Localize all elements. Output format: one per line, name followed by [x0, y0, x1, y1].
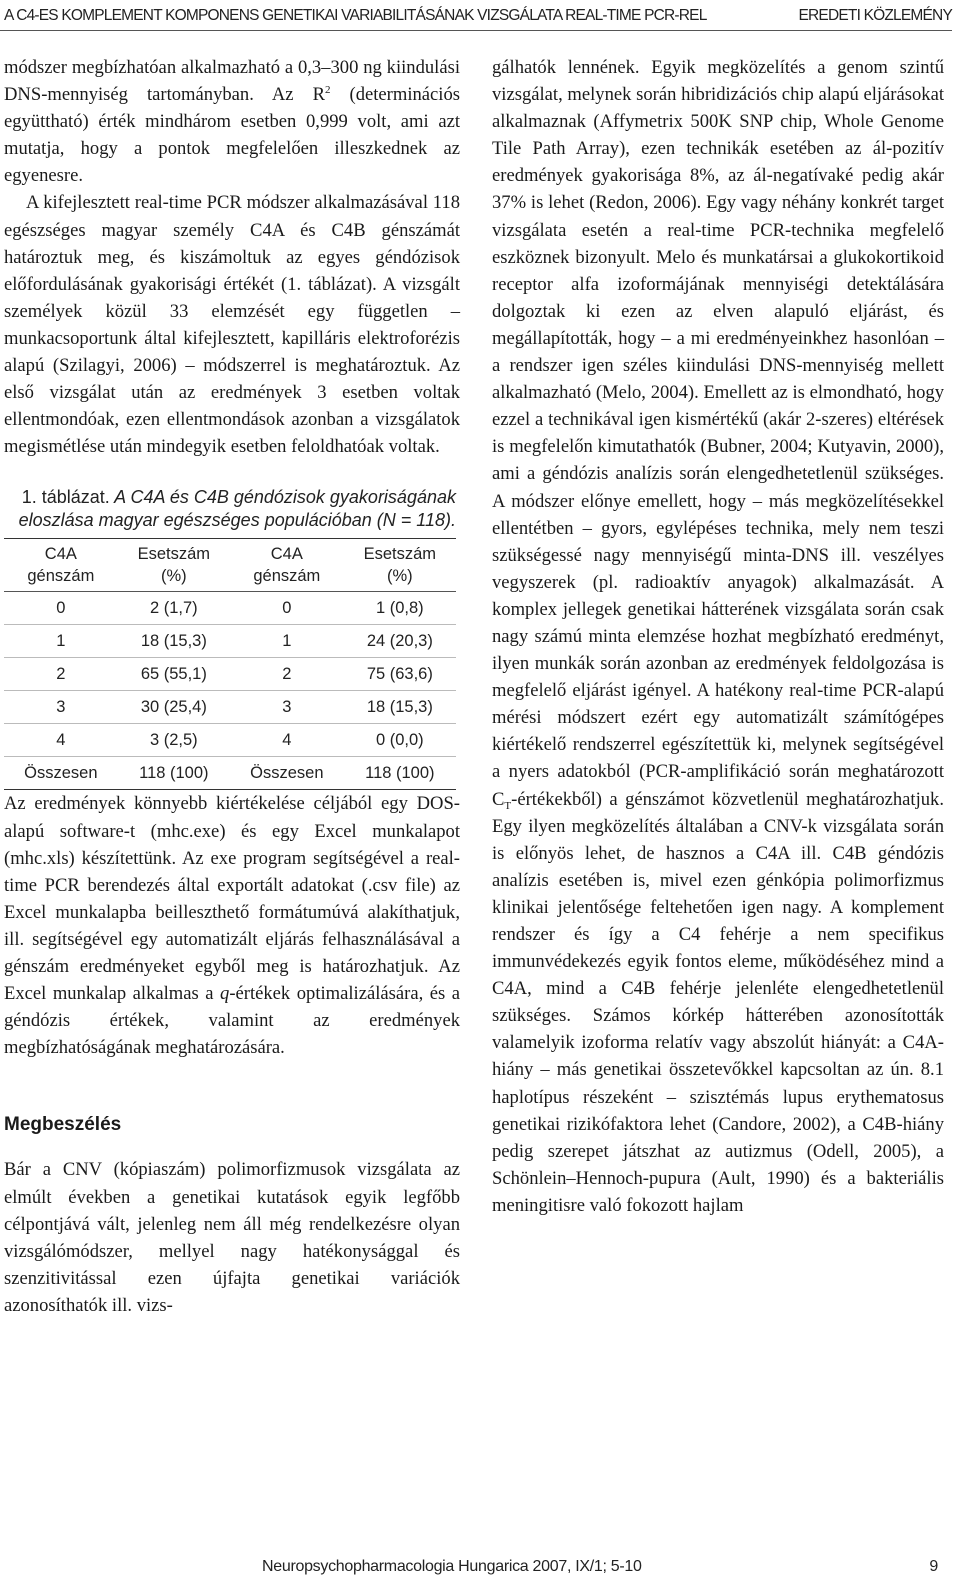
table-row — [4, 625, 456, 658]
text-run: Az eredmények könnyebb kiértékelése céljából egy DOS-alapú software-t (mhc.exe) és egy Excel munkalapot (mhc.xls) készítettünk. Az exe program segítségével a real-time PCR berendezés által exportált adatokat (.csv file) az Excel munkalapba beilleszthető formátumúvá alakíthatjuk, ill. segítségével egy automatizált eljárás felhasználásával a génszám eredményeket egyből meg is határozhatjuk. Az Excel munkalap alkalmas a — [4, 793, 460, 1005]
table-cell: 65 (55,1) — [118, 658, 230, 691]
text-run: (determinációs együttható) érték mindhárom esetben 0,999 volt, ami azt mutatja, hogy a pontok megfelelően illeszkednek az egyenesre. — [4, 84, 460, 187]
table-cell: 118 (100) — [139, 763, 209, 782]
header-line: C4A — [44, 545, 77, 564]
article-type-label: EREDETI KÖZLEMÉNY — [798, 7, 952, 24]
table-cell: 1 (0,8) — [344, 592, 456, 625]
header-c4b-cases — [344, 539, 456, 592]
table-cell: 18 (15,3) — [344, 691, 456, 724]
header-line: C4A — [270, 545, 303, 564]
table-row — [4, 724, 456, 757]
table-caption — [4, 486, 456, 532]
text-run: módszer megbízhatóan alkalmazható a 0,3–300 ng kiindulási DNS-mennyiség tartományban. Az R — [4, 57, 460, 106]
table-cell: 24 (20,3) — [344, 625, 456, 658]
table-cell: 4 — [230, 724, 344, 757]
paragraph-results: A kifejlesztett real-time PCR módszer alkalmazásával 118 egészséges magyar személy C4A és C4B génszámát határoztuk meg, és kiszámoltuk az egyes géndózisok előfordulásának gyakorisági értékét (1. táblázat). A vizsgált személyek közül 33 elemzését egy független – munkacsoportunk által kifejlesztett, kapilláris elektroforézis alapú (Szilagyi, 2006) – módszerrel is meghatároztuk. Az első vizsgálat után az eredmények 3 esetben voltak ellentmondóak, ezen ellentmondások azonban a vizsgálatok megismétlése után mindegyik esetben feloldhatóak voltak. — [4, 192, 460, 458]
table-row — [4, 658, 456, 691]
header-c4a-copy-number — [4, 539, 118, 592]
header-line: Esetszám — [137, 545, 211, 564]
header-line: (%) — [387, 567, 413, 586]
running-header-title: A C4-ES KOMPLEMENT KOMPONENS GENETIKAI VARIABILITÁSÁNAK VIZSGÁLATA REAL-TIME PCR-REL — [4, 7, 707, 24]
table-cell: 18 (15,3) — [118, 625, 230, 658]
subscript: T — [504, 799, 512, 812]
header-line: (%) — [161, 567, 187, 586]
table-cell: 1 — [4, 625, 118, 658]
table-cell: 4 — [4, 724, 118, 757]
genedose-frequency-table — [4, 538, 456, 790]
header-c4a-cases — [118, 539, 230, 592]
paragraph-method-range — [4, 54, 460, 189]
left-column — [4, 54, 460, 1319]
table-cell: Összesen — [24, 763, 98, 782]
header-c4b-copy-number — [230, 539, 344, 592]
table-cell: 3 — [230, 691, 344, 724]
table-cell: 0 (0,0) — [344, 724, 456, 757]
right-column — [492, 54, 944, 1219]
table-cell: 0 — [4, 592, 118, 625]
table-header-row — [4, 539, 456, 592]
superscript: 2 — [324, 84, 331, 97]
italic-q: q — [220, 983, 230, 1005]
table-total-row — [4, 757, 456, 790]
table-cell: 0 — [230, 592, 344, 625]
text-run: -értékek optimalizálására, és a géndózis értékek, valamint az eredmények megbízhatóságának meghatározására. — [4, 983, 460, 1059]
table-row — [4, 691, 456, 724]
text-run: -értékekből) a génszámot közvetlenül meghatározhatjuk. Egy ilyen megközelítés általában a CNV-k vizsgálata során is előnyös lehet, de hasznos a C4A ill. C4B géndózis analízis esetében is, mivel ezen génkópia polimorfizmus klinikai jelentősége feltehetően igen nagy. A komplement rendszer és így a C4 fehérje a nem specifikus immunvédekezés egyik fontos eleme, működéséhez mind a C4A, mind a C4B fehérje jelenléte elengedhetetlenül szükséges. Számos kórkép hátterében azonosították valamelyik izoforma relatív vagy abszolút hiányát: a C4A-hiány – más genetikai összetevőkkel kapcsoltan az ún. 8.1 haplotípus részeként – szisztémás lupus erythematosus genetikai rizikófaktora lehet (Candore, 2002), a C4B-hiány pedig szerepet játszhat az autizmus (Odell, 2005), a Schönlein–Hennoch-pupura (Ault, 1990) és a bakteriális meningitisre való fokozott hajlam — [492, 788, 944, 1216]
header-line: génszám — [27, 567, 95, 586]
table-cell: 75 (63,6) — [344, 658, 456, 691]
journal-citation: Neuropsychopharmacologia Hungarica 2007, IX/1; 5-10 — [262, 1558, 642, 1575]
table-caption-label: 1. táblázat. — [21, 487, 110, 508]
section-heading-discussion: Megbeszélés — [4, 1114, 122, 1136]
table-row — [4, 592, 456, 625]
page-number: 9 — [929, 1558, 938, 1575]
header-line: génszám — [253, 567, 321, 586]
paragraph-software — [4, 790, 460, 1061]
table-cell: 3 — [4, 691, 118, 724]
table-cell: 1 — [230, 625, 344, 658]
table-cell: 2 — [4, 658, 118, 691]
table-cell: Összesen — [250, 763, 324, 782]
text-run: gálhatók lennének. Egyik megközelítés a genom szintű vizsgálat, melynek során hibridizációs chip alapú eljárásokat alkalmaznak (Affymetrix 500K SNP chip, Whole Genome Tile Path Array), ezen technikák esetében az ál-pozitív eredmények gyakorisága 8%, az ál-negatívaké pedig akár 37% is lehet (Redon, 2006). Egy vagy néhány konkrét target vizsgálata esetén a real-time PCR-technika megfelelő eszköznek bizonyult. Melo és munkatársai a glukokortikoid receptor alfa izoformájának mennyiségi detektálására dolgoztak ki ezen az elven alapuló eljárást, és megállapították, hogy – a mi eredményeinkhez hasonlóan – a rendszer igen széles kiindulási DNS-mennyiség mellett alkalmazható (Melo, 2004). Emellett az is elmondható, hogy ezzel a technikával igen kismértékű (akár 2-szeres) eltérések is megfelelőn kimutathatók (Bubner, 2004; Kutyavin, 2000), ami a géndózis analízis során elengedhetetlenül szükséges. A módszer előnye emellett, hogy – más megközelítésekkel ellentétben – gyors, egylépéses technika, mely nem teszi szükségessé nagy mennyiségű minta-DNS ill. veszélyes vegyszerek (pl. radioaktív anyagok) alkalmazását. A komplex jellegek genetikai hátterének vizsgálata során csak nagy számú minta elemzése hozhat megbízható eredményt, ilyen munkák során azonban az eredmények feldolgozása is megfelelő eljárást igényel. A hatékony real-time PCR-alapú mérési módszert ezért egy automatizált számítógépes kiértékelő rendszerrel egészítettük ki, melynek segítségével a nyers adatokból (PCR-amplifikáció során meghatározott C — [492, 57, 944, 810]
paragraph-discussion: Bár a CNV (kópiaszám) polimorfizmusok vizsgálata az elmúlt években a genetikai kutatások egyik legfőbb célpontjává vált, jelenleg nem áll még rendelkezésre olyan vizsgálómódszer, mellyel nagy hatékonysággal és szenzitivitással ezen újfajta genetikai variációk azonosíthatók ill. vizs- — [4, 1159, 460, 1316]
table-cell: 2 — [230, 658, 344, 691]
table-cell: 118 (100) — [365, 763, 435, 782]
running-header — [0, 4, 952, 31]
table-cell: 2 (1,7) — [118, 592, 230, 625]
paragraph-discussion-continued — [492, 54, 944, 1219]
table-cell: 3 (2,5) — [118, 724, 230, 757]
table-cell: 30 (25,4) — [118, 691, 230, 724]
table-caption-text: A C4A és C4B géndózisok gyakoriságának eloszlása magyar egészséges populációban (N = 118). — [18, 487, 456, 531]
header-line: Esetszám — [363, 545, 437, 564]
